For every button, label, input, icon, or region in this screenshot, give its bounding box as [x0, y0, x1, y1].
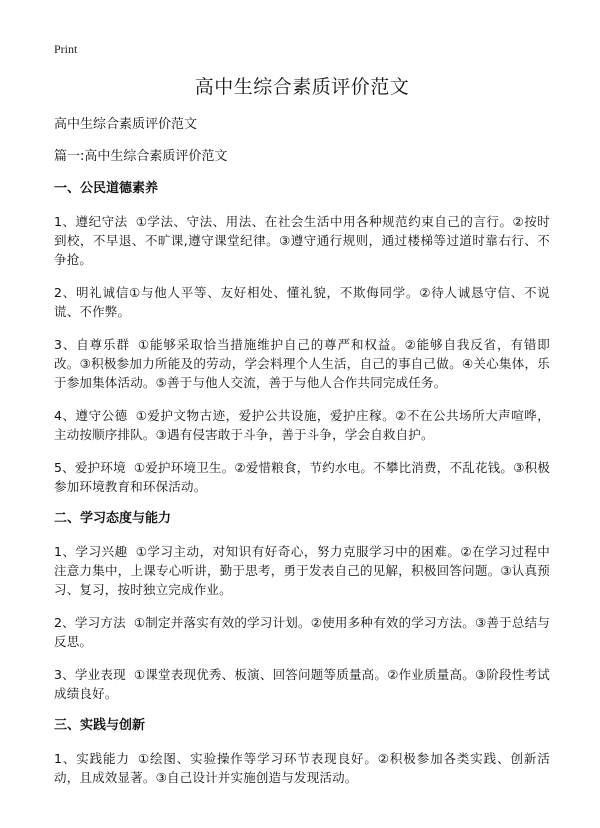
item-lead: 3、自尊乐群 — [54, 337, 130, 352]
paragraph-learning-interest — [54, 542, 550, 599]
item-text: ①课堂表现优秀、板演、回答问题等质量高。②作业质量高。③阶段性考试成绩良好。 — [54, 667, 550, 701]
item-lead: 4、遵守公德 — [54, 408, 128, 423]
section-heading-civic-morality: 一、公民道德素养 — [54, 181, 159, 196]
item-lead: 1、学习兴趣 — [54, 544, 128, 559]
item-lead: 5、爱护环境 — [54, 460, 126, 475]
item-lead: 2、学习方法 — [54, 615, 126, 630]
paragraph-courtesy-integrity — [54, 283, 550, 321]
item-text: ①学法、守法、用法、在社会生活中用各种规范约束自己的言行。②按时到校，不早退、不旷课,遵守课堂纪律。③遵守通行规则，通过楼梯等过道时靠右行、不争抢。 — [54, 214, 550, 267]
paragraph-environment — [54, 458, 550, 496]
part-heading: 篇一:高中生综合素质评价范文 — [54, 149, 228, 164]
item-text: ①绘图、实验操作等学习环节表现良好。②积极参加各类实践、创新活动，且成效显著。③自己设计并实施创造与发现活动。 — [54, 751, 550, 785]
paragraph-practical-ability — [54, 749, 550, 787]
item-text: ①制定并落实有效的学习计划。②使用多种有效的学习方法。③善于总结与反思。 — [54, 615, 550, 649]
item-text: ①爱护环境卫生。②爱惜粮食，节约水电。不攀比消费，不乱花钱。③积极参加环境教育和环保活动。 — [54, 460, 550, 494]
paragraph-public-ethics — [54, 406, 550, 444]
paragraph-law-abiding — [54, 212, 550, 269]
paragraph-academic-performance — [54, 665, 550, 703]
item-text: ①爱护文物古迹，爱护公共设施，爱护庄稼。②不在公共场所大声喧哗，主动按顺序排队。③遇有侵害敢于斗争，善于斗争，学会自救自护。 — [54, 408, 550, 442]
item-lead: 3、学业表现 — [54, 667, 126, 682]
paragraph-learning-method — [54, 613, 550, 651]
document-title: 高中生综合素质评价范文 — [194, 76, 410, 98]
item-text: ①与他人平等、友好相处、懂礼貌，不欺侮同学。②待人诚恳守信、不说谎、不作弊。 — [54, 285, 550, 319]
section-heading-learning: 二、学习态度与能力 — [54, 511, 172, 526]
item-lead: 1、实践能力 — [54, 751, 130, 766]
item-text: ①能够采取恰当措施维护自己的尊严和权益。②能够自我反省，有错即改。③积极参加力所能及的劳动，学会料理个人生活，自己的事自己做。④关心集体，乐于参加集体活动。⑤善于与他人交流，善于与他人合作共同完成任务。 — [54, 337, 550, 390]
paragraph-self-respect — [54, 335, 550, 392]
document-subtitle: 高中生综合素质评价范文 — [54, 117, 198, 132]
print-label: Print — [54, 42, 78, 56]
item-lead: 2、明礼诚信 — [54, 285, 129, 300]
section-heading-practice-innovation: 三、实践与创新 — [54, 718, 146, 733]
item-lead: 1、遵纪守法 — [54, 214, 128, 229]
item-text: ①学习主动，对知识有好奇心，努力克服学习中的困难。②在学习过程中注意力集中，上课专心听讲，勤于思考，勇于发表自己的见解，积极回答问题。③认真预习、复习，按时独立完成作业。 — [54, 544, 550, 597]
